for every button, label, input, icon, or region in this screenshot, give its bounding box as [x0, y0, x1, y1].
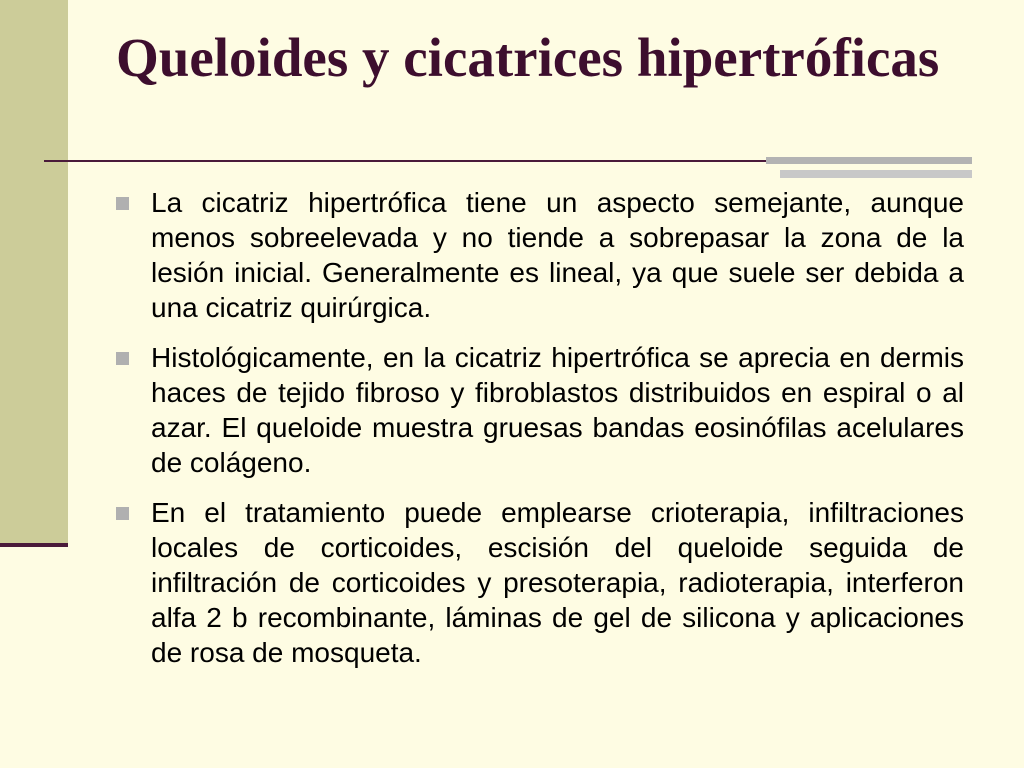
accent-line [766, 157, 972, 164]
square-bullet-icon [116, 507, 129, 520]
bullet-item [116, 185, 964, 325]
side-decor-line [0, 543, 68, 547]
accent-line-secondary [780, 170, 972, 178]
bullet-text: La cicatriz hipertrófica tiene un aspecto semejante, aunque menos sobreelevada y no tiende a sobrepasar la zona de la lesión inicial. Generalmente es lineal, ya que suele ser debida a una cicatriz quirúrgica. [151, 187, 964, 323]
square-bullet-icon [116, 352, 129, 365]
bullet-list [116, 185, 964, 685]
bullet-text: Histológicamente, en la cicatriz hipertrófica se aprecia en dermis haces de tejido fibroso y fibroblastos distribuidos en espiral o al azar. El queloide muestra gruesas bandas eosinófilas acelulares de colágeno. [151, 342, 964, 478]
slide-title: Queloides y cicatrices hipertróficas [116, 27, 940, 88]
bullet-item [116, 495, 964, 670]
square-bullet-icon [116, 197, 129, 210]
bullet-text: En el tratamiento puede emplearse crioterapia, infiltraciones locales de corticoides, escisión del queloide seguida de infiltración de corticoides y presoterapia, radioterapia, interferon alfa 2 b recombinante, láminas de gel de silicona y aplicaciones de rosa de mosqueta. [151, 497, 964, 668]
bullet-item [116, 340, 964, 480]
side-decor-bar [0, 0, 68, 546]
